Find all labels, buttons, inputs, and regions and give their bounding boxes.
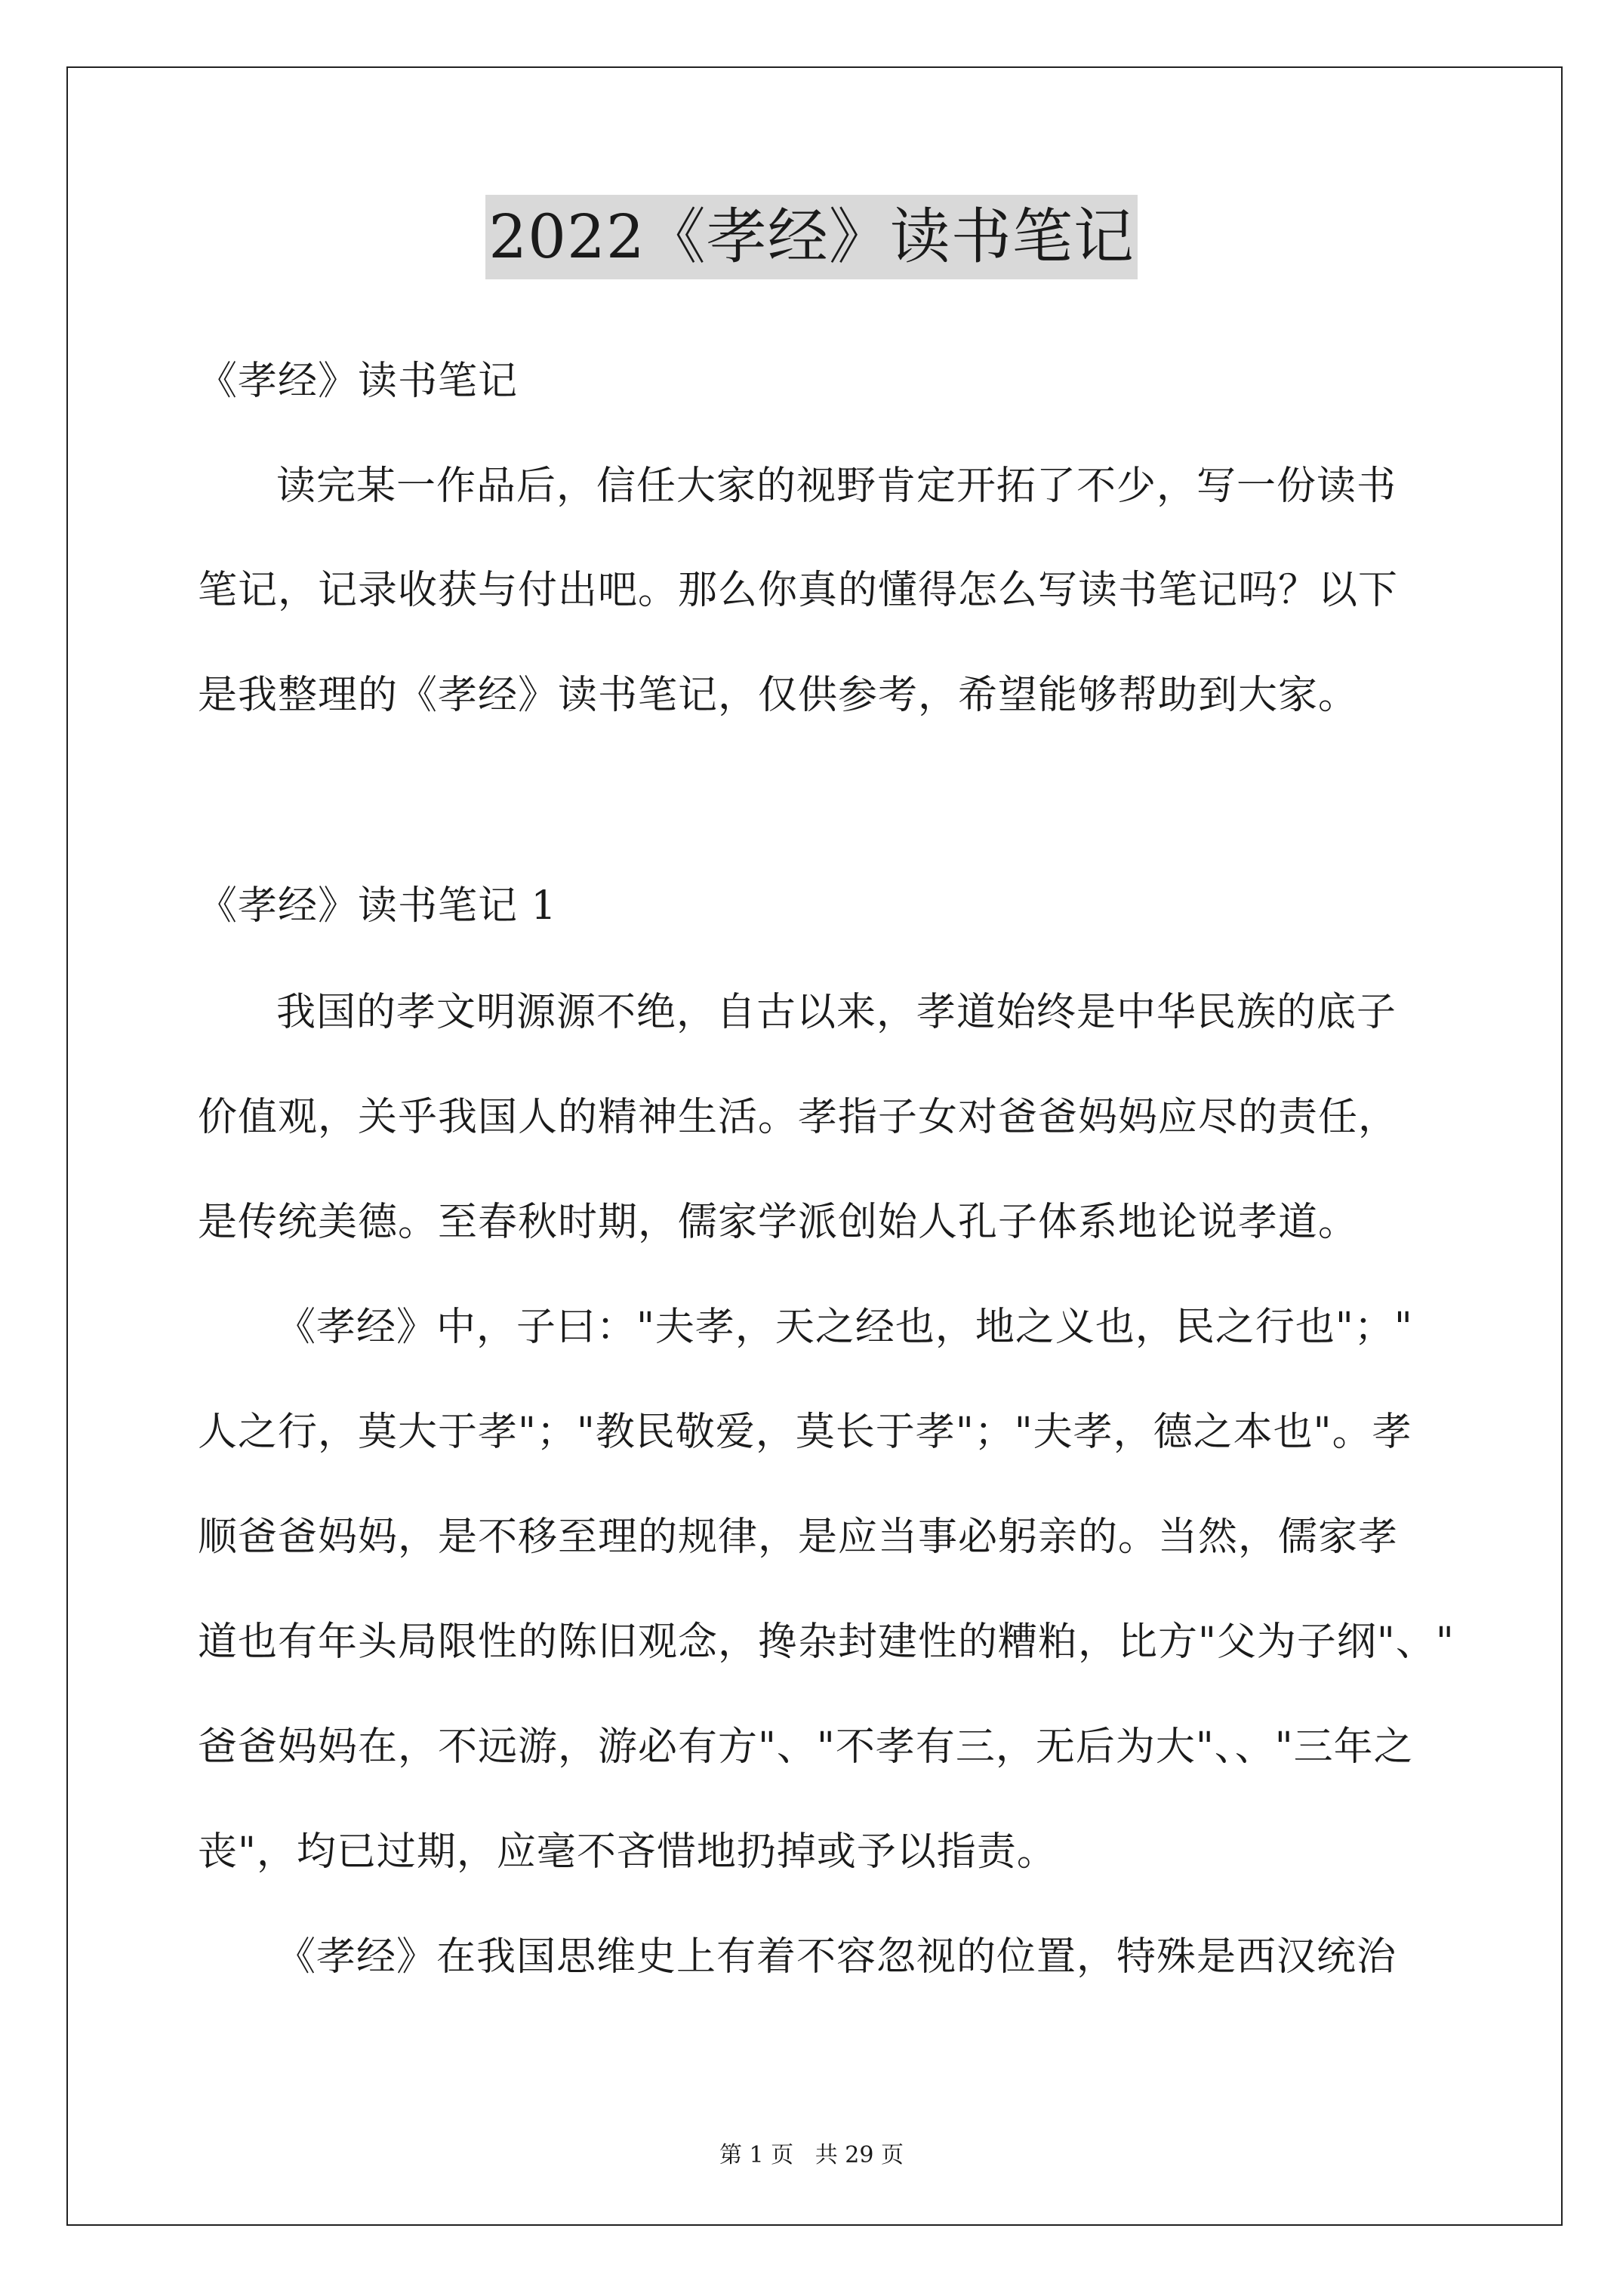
intro-line-2: 笔记，记录收获与付出吧。那么你真的懂得怎么写读书笔记吗？以下 xyxy=(198,568,1399,613)
section1-p1-line-1: 我国的孝文明源源不绝，自古以来，孝道始终是中华民族的底子 xyxy=(276,990,1397,1035)
section1-p2-line-4: 道也有年头局限性的陈旧观念，搀杂封建性的糟粕，比方"父为子纲"、" xyxy=(198,1620,1455,1665)
section1-p1-line-3: 是传统美德。至春秋时期，儒家学派创始人孔子体系地论说孝道。 xyxy=(198,1200,1359,1245)
page-footer: 第 1 页 共 29 页 xyxy=(719,2142,904,2168)
intro-heading: 《孝经》读书笔记 xyxy=(198,359,519,404)
section1-p2-line-2: 人之行，莫大于孝"；"教民敬爱，莫长于孝"；"夫孝，德之本也"。孝 xyxy=(198,1410,1412,1455)
section1-p2-line-5: 爸爸妈妈在，不远游，游必有方"、"不孝有三，无后为大"、、"三年之 xyxy=(198,1724,1414,1770)
intro-line-3: 是我整理的《孝经》读书笔记，仅供参考，希望能够帮助到大家。 xyxy=(198,673,1359,718)
document-title: 2022《孝经》读书笔记 xyxy=(485,195,1138,279)
section1-p3-line-1: 《孝经》在我国思维史上有着不容忽视的位置，特殊是西汉统治 xyxy=(276,1934,1397,1980)
section1-p1-line-2: 价值观，关乎我国人的精神生活。孝指子女对爸爸妈妈应尽的责任， xyxy=(198,1095,1399,1140)
section1-p2-line-3: 顺爸爸妈妈，是不移至理的规律，是应当事必躬亲的。当然，儒家孝 xyxy=(198,1515,1399,1560)
title-container xyxy=(0,195,1623,279)
section1-p2-line-6: 丧"，均已过期，应毫不吝惜地扔掉或予以指责。 xyxy=(198,1829,1057,1875)
section1-heading: 《孝经》读书笔记 1 xyxy=(198,883,557,929)
intro-line-1: 读完某一作品后，信任大家的视野肯定开拓了不少，写一份读书 xyxy=(276,464,1397,509)
section1-p2-line-1: 《孝经》中，子曰："夫孝，天之经也，地之义也，民之行也"；" xyxy=(276,1305,1413,1350)
